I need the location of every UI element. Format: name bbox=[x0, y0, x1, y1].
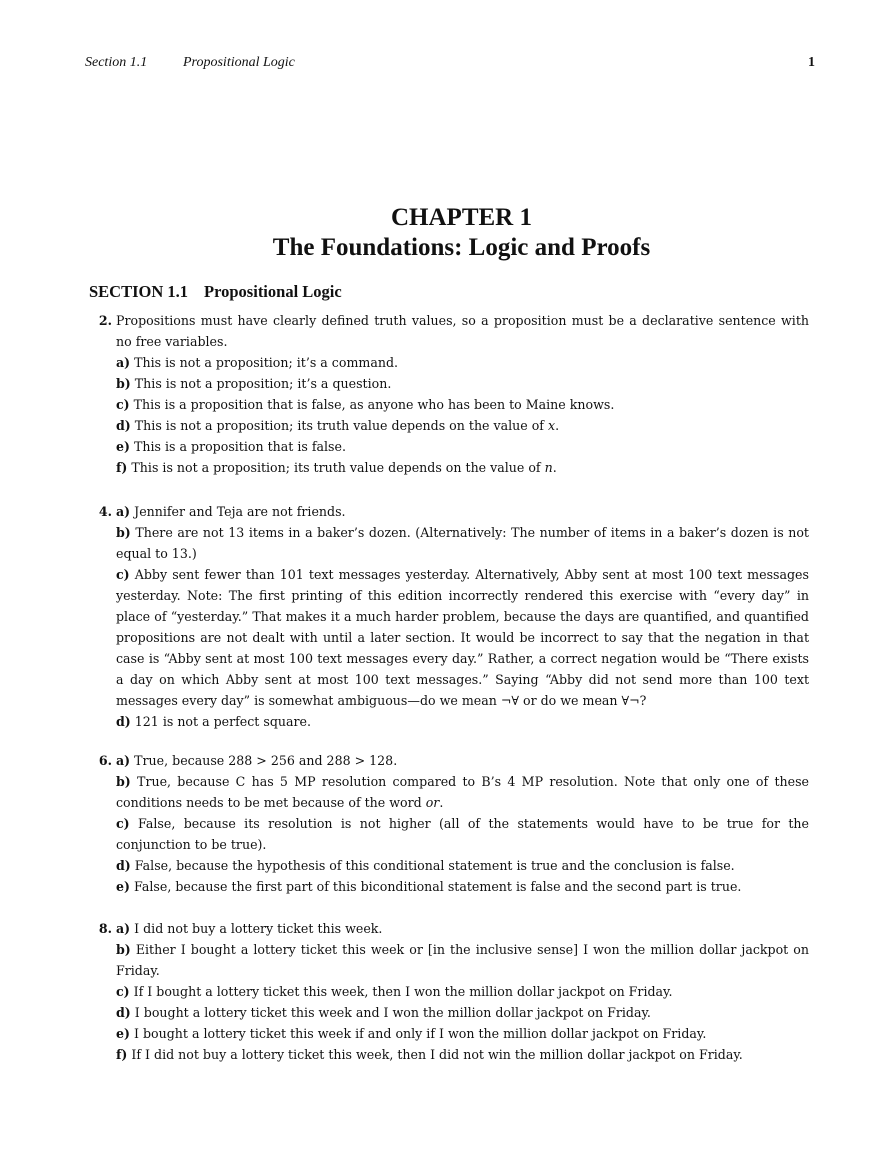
part-label: a) bbox=[116, 753, 131, 768]
part-label: c) bbox=[116, 567, 130, 582]
section-label: SECTION 1.1 bbox=[89, 282, 189, 301]
part-text: If I bought a lottery ticket this week, then I won the million dollar jackpot on Friday. bbox=[133, 984, 673, 999]
exercise-8 bbox=[90, 918, 809, 1065]
part-c bbox=[116, 813, 809, 855]
part-label: b) bbox=[116, 942, 131, 957]
part-text: Abby sent fewer than 101 text messages yesterday. Alternatively, Abby sent at most 100 text messages yesterday. Note: The first printing of this edition incorrectly rendered this exercise with “every day” in place of “yesterday.” That makes it a much harder problem, because the days are quantified, and quantified propositions are not dealt with until a later section. It would be incorrect to say that the negation in that case is “Abby sent at most 100 text messages every day.” Rather, a correct negation would be “There exists a day on which Abby sent at most 100 text messages.” Saying “Abby did not send more than 100 text messages every day” is somewhat ambiguous—do we mean ¬∀ or do we mean ∀¬? bbox=[116, 567, 809, 708]
part-text: This is not a proposition; it’s a command. bbox=[134, 355, 399, 370]
section-heading bbox=[89, 282, 342, 302]
part-text: 121 is not a perfect square. bbox=[134, 714, 311, 729]
part-end: . bbox=[439, 795, 444, 810]
part-text: False, because the hypothesis of this conditional statement is true and the conclusion is false. bbox=[134, 858, 735, 873]
part-b bbox=[116, 939, 809, 981]
part-text: I bought a lottery ticket this week if and only if I won the million dollar jackpot on Friday. bbox=[134, 1026, 707, 1041]
part-end: . bbox=[552, 460, 557, 475]
exercise-4 bbox=[90, 501, 809, 732]
part-label: d) bbox=[116, 1005, 131, 1020]
part-e bbox=[116, 1023, 809, 1044]
part-a bbox=[116, 750, 809, 771]
part-label: e) bbox=[116, 439, 130, 454]
part-label: b) bbox=[116, 525, 131, 540]
section-title: Propositional Logic bbox=[204, 282, 342, 301]
exercise-number: 2. bbox=[98, 313, 112, 328]
page-number: 1 bbox=[808, 55, 815, 70]
header-section-name: Propositional Logic bbox=[183, 55, 295, 70]
part-c bbox=[116, 981, 809, 1002]
part-text: True, because C has 5 MP resolution compared to B’s 4 MP resolution. Note that only one of these conditions needs to be met because of the word bbox=[116, 774, 809, 810]
part-a bbox=[116, 918, 809, 939]
exercise-number: 8. bbox=[98, 921, 112, 936]
part-label: d) bbox=[116, 858, 131, 873]
part-label: b) bbox=[116, 376, 131, 391]
part-d bbox=[116, 711, 809, 732]
part-text: If I did not buy a lottery ticket this week, then I did not win the million dollar jackpot on Friday. bbox=[131, 1047, 743, 1062]
part-text: This is a proposition that is false, as anyone who has been to Maine knows. bbox=[133, 397, 615, 412]
part-b bbox=[116, 771, 809, 813]
part-text: This is a proposition that is false. bbox=[134, 439, 346, 454]
part-label: d) bbox=[116, 714, 131, 729]
emphasized-word: or bbox=[425, 795, 440, 810]
part-label: d) bbox=[116, 418, 131, 433]
exercise-number: 6. bbox=[98, 753, 112, 768]
part-text: This is not a proposition; its truth value depends on the value of bbox=[134, 418, 544, 433]
part-f bbox=[116, 1044, 809, 1065]
part-a bbox=[116, 352, 809, 373]
part-d bbox=[116, 415, 809, 436]
part-label: c) bbox=[116, 816, 130, 831]
part-b bbox=[116, 373, 809, 394]
part-label: c) bbox=[116, 397, 130, 412]
part-text: False, because the first part of this biconditional statement is false and the second part is true. bbox=[134, 879, 742, 894]
part-d bbox=[116, 1002, 809, 1023]
chapter-title bbox=[0, 203, 893, 263]
part-text: I bought a lottery ticket this week and I won the million dollar jackpot on Friday. bbox=[134, 1005, 651, 1020]
part-text: I did not buy a lottery ticket this week. bbox=[134, 921, 383, 936]
part-text: Either I bought a lottery ticket this week or [in the inclusive sense] I won the million dollar jackpot on Friday. bbox=[116, 942, 809, 978]
exercise-number: 4. bbox=[98, 504, 112, 519]
exercise-2 bbox=[90, 310, 809, 478]
part-text: Jennifer and Teja are not friends. bbox=[134, 504, 346, 519]
math-variable: x bbox=[547, 418, 556, 433]
part-b bbox=[116, 522, 809, 564]
chapter-number: CHAPTER 1 bbox=[391, 204, 532, 231]
exercise-intro: Propositions must have clearly defined truth values, so a proposition must be a declarative sentence with no free variables. bbox=[116, 313, 809, 349]
exercise-6 bbox=[90, 750, 809, 897]
part-label: f) bbox=[116, 1047, 128, 1062]
part-text: There are not 13 items in a baker’s dozen. (Alternatively: The number of items in a baker’s dozen is not equal to 13.) bbox=[116, 525, 809, 561]
chapter-name: The Foundations: Logic and Proofs bbox=[272, 234, 651, 261]
part-label: a) bbox=[116, 921, 131, 936]
part-label: b) bbox=[116, 774, 131, 789]
part-f bbox=[116, 457, 809, 478]
part-e bbox=[116, 436, 809, 457]
part-a bbox=[116, 501, 809, 522]
part-label: c) bbox=[116, 984, 130, 999]
header-section-number: Section 1.1 bbox=[85, 55, 148, 70]
part-c bbox=[116, 394, 809, 415]
part-c bbox=[116, 564, 809, 711]
running-header bbox=[85, 55, 815, 75]
part-text: True, because 288 > 256 and 288 > 128. bbox=[134, 753, 398, 768]
part-text: This is not a proposition; it’s a question. bbox=[134, 376, 392, 391]
part-label: e) bbox=[116, 879, 130, 894]
part-text: False, because its resolution is not higher (all of the statements would have to be true for the conjunction to be true). bbox=[116, 816, 809, 852]
part-e bbox=[116, 876, 809, 897]
math-variable: n bbox=[544, 460, 553, 475]
part-end: . bbox=[555, 418, 560, 433]
part-label: a) bbox=[116, 355, 131, 370]
part-label: e) bbox=[116, 1026, 130, 1041]
part-label: a) bbox=[116, 504, 131, 519]
part-text: This is not a proposition; its truth value depends on the value of bbox=[131, 460, 541, 475]
part-d bbox=[116, 855, 809, 876]
part-label: f) bbox=[116, 460, 128, 475]
